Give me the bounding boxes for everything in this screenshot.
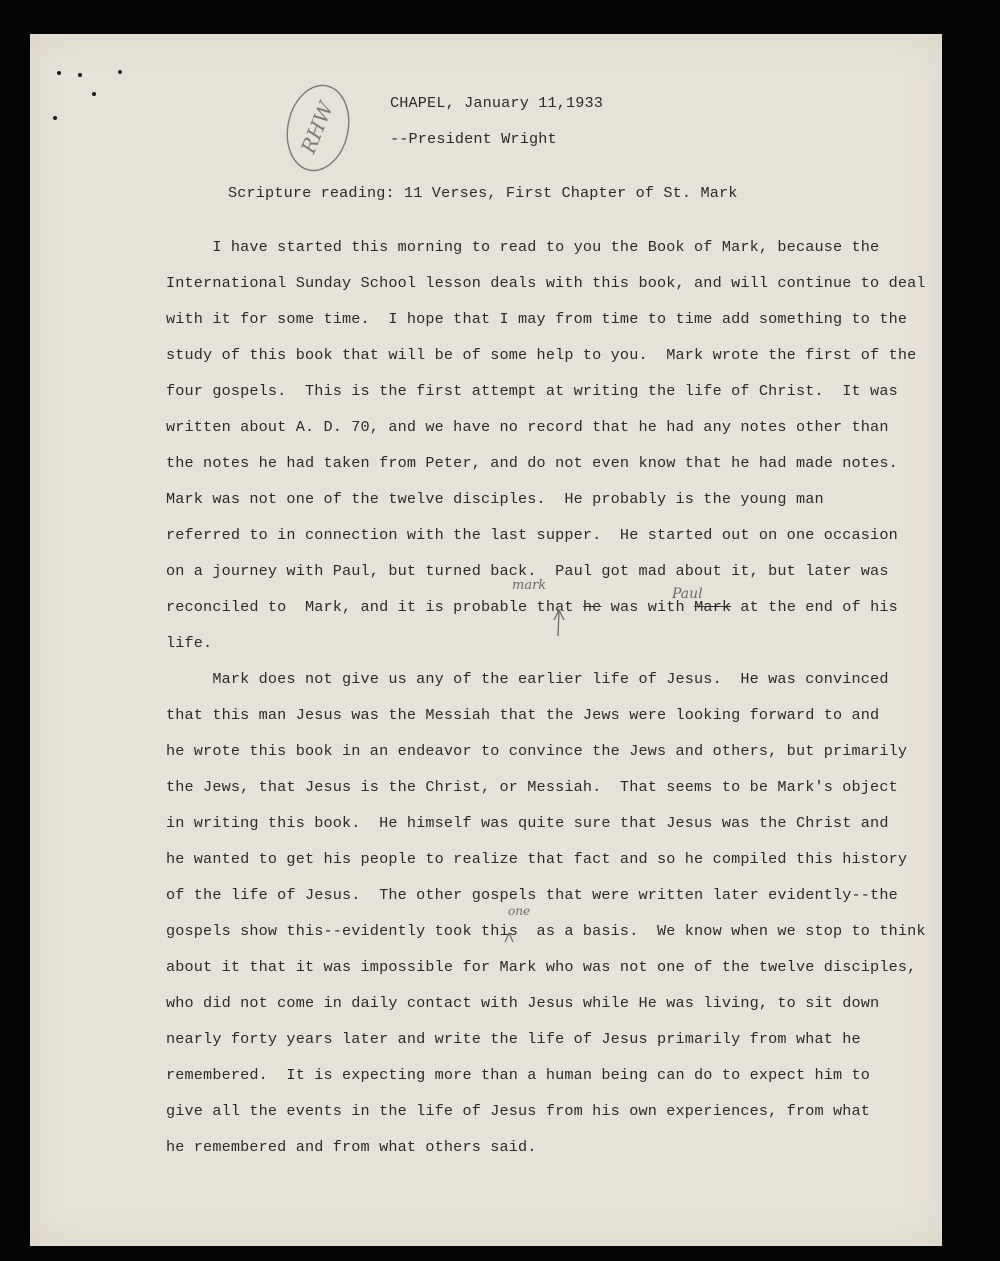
body-line: Mark does not give us any of the earlier life of Jesus. He was convinced (166, 670, 889, 688)
insert-caret-icon (552, 608, 566, 638)
body-line: give all the events in the life of Jesus from his own experiences, from what (166, 1102, 871, 1120)
speaker-line: --President Wright (390, 130, 557, 148)
body-line: he remembered and from what others said. (166, 1138, 537, 1156)
punch-mark (92, 92, 96, 96)
struck-word: Mark (694, 598, 732, 616)
body-line: written about A. D. 70, and we have no record that he had any notes other than (166, 418, 889, 436)
body-line-corrected (166, 598, 898, 616)
punch-mark (53, 116, 57, 120)
body-line: nearly forty years later and write the life of Jesus primarily from what he (166, 1030, 861, 1048)
insert-caret-icon (504, 930, 514, 944)
body-line: the Jews, that Jesus is the Christ, or Messiah. That seems to be Mark's object (166, 778, 898, 796)
punch-mark (57, 71, 61, 75)
struck-word: he (582, 598, 602, 616)
scripture-line: Scripture reading: 11 Verses, First Chapter of St. Mark (228, 184, 738, 202)
body-line: I have started this morning to read to you the Book of Mark, because the (166, 238, 880, 256)
body-line: four gospels. This is the first attempt at writing the life of Christ. It was (166, 382, 898, 400)
body-line: referred to in connection with the last supper. He started out on one occasion (166, 526, 898, 544)
body-line: life. (166, 634, 213, 652)
body-line: he wrote this book in an endeavor to convince the Jews and others, but primarily (166, 742, 908, 760)
body-line: on a journey with Paul, but turned back. Paul got mad about it, but later was (166, 562, 889, 580)
body-line: in writing this book. He himself was quite sure that Jesus was the Christ and (166, 814, 889, 832)
handwritten-insert-mark: mark (512, 578, 547, 593)
body-line: who did not come in daily contact with Jesus while He was living, to sit down (166, 994, 880, 1012)
body-line: Mark was not one of the twelve disciples. He probably is the young man (166, 490, 824, 508)
text-segment: was with (601, 598, 695, 616)
body-line: International Sunday School lesson deals with this book, and will continue to deal (166, 274, 926, 292)
punch-mark (118, 70, 122, 74)
body-line: about it that it was impossible for Mark who was not one of the twelve disciples, (166, 958, 917, 976)
body-line: he wanted to get his people to realize that fact and so he compiled this history (166, 850, 908, 868)
handwritten-insert-one: one (508, 904, 531, 918)
body-line: gospels show this--evidently took this as a basis. We know when we stop to think (166, 922, 926, 940)
stamp-initials: RHW (296, 98, 339, 157)
text-segment: reconciled to Mark, and it is probable that (166, 598, 583, 616)
handwritten-insert-paul: Paul (672, 586, 703, 602)
body-line: remembered. It is expecting more than a human being can do to expect him to (166, 1066, 871, 1084)
chapel-date-line: CHAPEL, January 11,1933 (390, 94, 604, 112)
initials-stamp (284, 82, 352, 174)
body-line: that this man Jesus was the Messiah that the Jews were looking forward to and (166, 706, 880, 724)
punch-mark (78, 73, 82, 77)
body-line: study of this book that will be of some help to you. Mark wrote the first of the (166, 346, 917, 364)
body-line: with it for some time. I hope that I may from time to time add something to the (166, 310, 908, 328)
text-segment: at the end of his (731, 598, 898, 616)
body-line: of the life of Jesus. The other gospels that were written later evidently--the (166, 886, 898, 904)
body-line: the notes he had taken from Peter, and do not even know that he had made notes. (166, 454, 898, 472)
